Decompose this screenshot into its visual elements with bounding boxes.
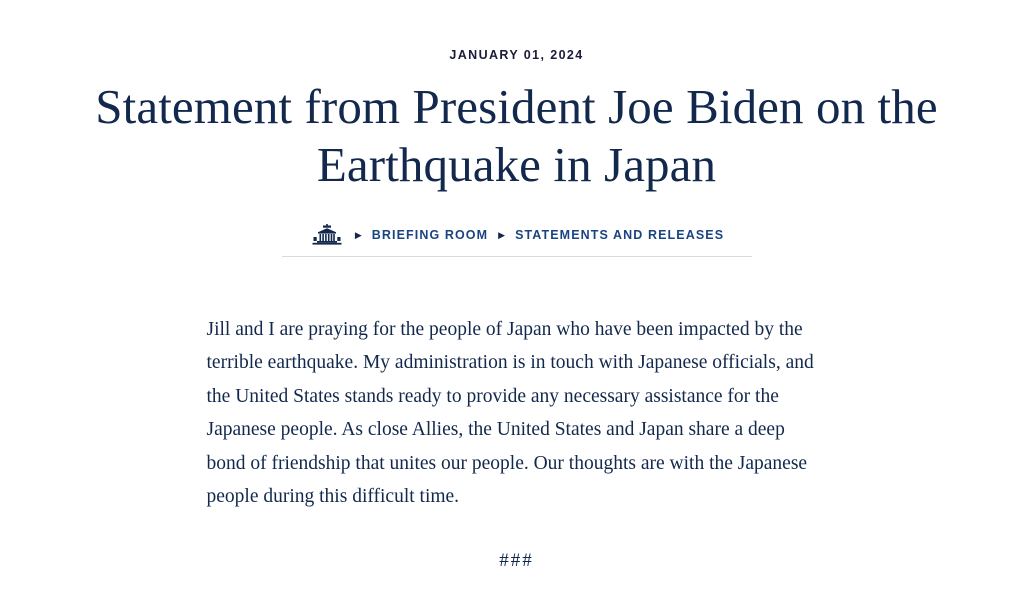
- page-title: Statement from President Joe Biden on the Earthquake in Japan: [95, 79, 938, 192]
- article-body: [207, 313, 827, 514]
- breadcrumb: [282, 224, 752, 257]
- end-of-statement-mark: ###: [499, 549, 534, 571]
- body-paragraph: Jill and I are praying for the people of Japan who have been impacted by the terrible earthquake. My administration is in touch with Japanese officials, and the United States stands ready to provide any necessary assistance for the Japanese people. As close Allies, the United States and Japan share a deep bond of friendship that unites our people. Our thoughts are with the Japanese people during this difficult time.: [206, 318, 814, 508]
- article-page: [0, 48, 1033, 598]
- breadcrumb-item-statements-and-releases[interactable]: STATEMENTS AND RELEASES: [515, 227, 725, 242]
- article-header: [0, 48, 1033, 257]
- white-house-icon[interactable]: [309, 224, 345, 246]
- breadcrumb-separator-1: ▶: [354, 230, 362, 241]
- breadcrumb-separator-2: ▶: [498, 230, 506, 241]
- breadcrumb-item-briefing-room[interactable]: BRIEFING ROOM: [371, 227, 489, 242]
- publish-date: JANUARY 01, 2024: [449, 48, 584, 62]
